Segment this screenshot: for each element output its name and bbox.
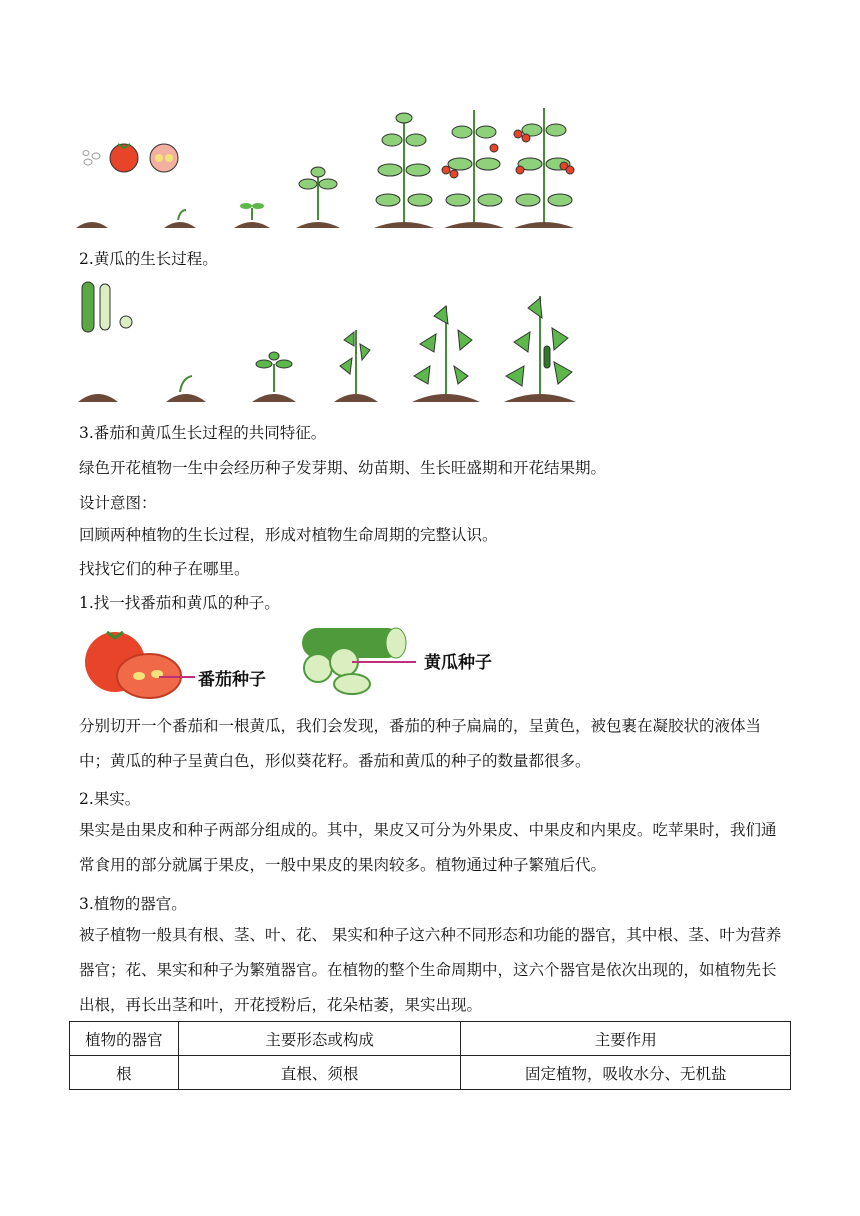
table-row	[70, 1056, 791, 1090]
cucumber-growth-heading: 2.黄瓜的生长过程。	[79, 250, 218, 268]
table-cell: 根	[70, 1056, 179, 1090]
find-seeds-subtitle: 1.找一找番茄和黄瓜的种子。	[79, 594, 280, 612]
cut-open-text: 分别切开一个番茄和一根黄瓜，我们会发现，番茄的种子扁扁的，呈黄色，被包裹在凝胶状的液体当中；黄瓜的种子呈黄白色，形似葵花籽。番茄和黄瓜的种子的数量都很多。	[79, 717, 762, 770]
table-cell: 直根、须根	[178, 1056, 461, 1090]
design-intent-text: 回顾两种植物的生长过程，形成对植物生命周期的完整认识。	[79, 526, 498, 544]
common-features-text: 绿色开花植物一生中会经历种子发芽期、幼苗期、生长旺盛期和开花结果期。	[79, 459, 607, 477]
tomato-seeds-icon	[83, 151, 100, 166]
tomato-sliced-icon	[150, 144, 178, 172]
organ-table	[69, 1021, 791, 1090]
find-seeds-title: 找找它们的种子在哪里。	[79, 560, 250, 578]
fruit-paragraph	[79, 813, 791, 883]
fruit-text: 果实是由果皮和种子两部分组成的。其中，果皮又可分为外果皮、中果皮和内果皮。吃苹果时，我们通常食用的部分就属于果皮，一般中果皮的果肉较多。植物通过种子繁殖后代。	[79, 821, 777, 874]
tomato-stages	[76, 108, 574, 228]
organ-text: 被子植物一般具有根、茎、叶、花、 果实和种子这六种不同形态和功能的器官，其中根、茎、叶为营养器官；花、果实和种子为繁殖器官。在植物的整个生命周期中，这六个器官是依次出现的，如植物先长出根，再长出茎和叶，开花授粉后，花朵枯萎，果实出现。	[79, 926, 782, 1014]
design-intent-title: 设计意图：	[79, 494, 157, 512]
fruit-heading: 2.果实。	[79, 790, 141, 808]
common-features-heading: 3.番茄和黄瓜生长过程的共同特征。	[79, 424, 327, 442]
organ-paragraph	[79, 918, 791, 1023]
cucumber-growth-figure	[74, 280, 584, 410]
table-header-cell: 植物的器官	[70, 1022, 179, 1056]
tomato-growth-figure	[74, 104, 584, 236]
table-header-cell: 主要作用	[461, 1022, 791, 1056]
cucumber-whole-icon	[82, 282, 132, 332]
cut-open-paragraph	[79, 709, 791, 779]
table-header-row	[70, 1022, 791, 1056]
tomato-seed-label: 番茄种子	[198, 670, 266, 690]
tomato-whole-icon	[110, 144, 138, 172]
organ-heading: 3.植物的器官。	[79, 895, 187, 913]
cucumber-seed-label: 黄瓜种子	[424, 653, 492, 673]
cucumber-seeds-photo	[292, 622, 424, 700]
table-cell: 固定植物，吸收水分、无机盐	[461, 1056, 791, 1090]
cucumber-stages	[78, 296, 576, 402]
table-header-cell: 主要形态或构成	[178, 1022, 461, 1056]
